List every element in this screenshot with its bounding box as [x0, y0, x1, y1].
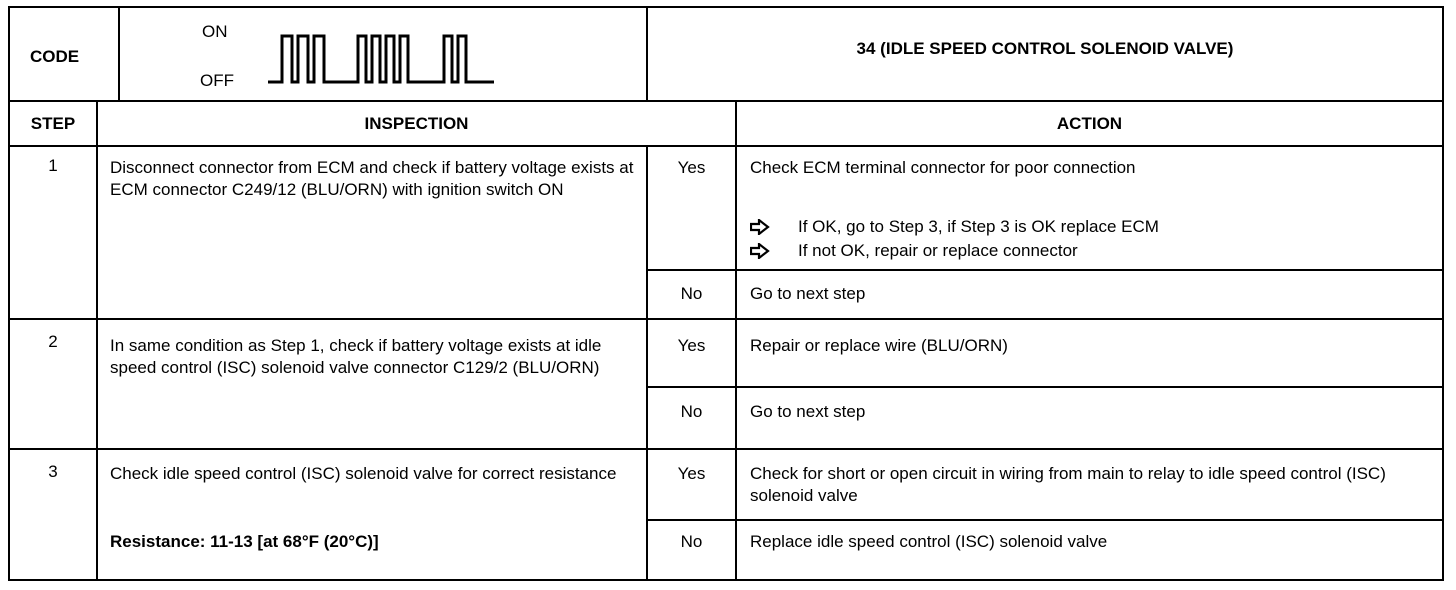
column-header-divider: [8, 145, 1444, 147]
no-label: No: [680, 284, 703, 303]
table-border-left: [8, 6, 10, 581]
code-waveform-icon: [268, 30, 494, 86]
yes-label: Yes: [677, 336, 706, 355]
row1-divider: [8, 318, 1444, 320]
step-header: STEP: [30, 114, 76, 133]
step-number: 1: [48, 156, 58, 175]
yes-action: Check ECM terminal connector for poor connection: [750, 158, 1136, 177]
off-label: OFF: [200, 71, 234, 90]
arrow-bullet-icon: [750, 243, 770, 259]
code-label: CODE: [30, 47, 80, 66]
action-column-divider: [735, 100, 737, 581]
no-action: Go to next step: [750, 402, 866, 421]
on-label: ON: [202, 22, 228, 41]
table-border-bottom: [8, 579, 1444, 581]
step-number: 2: [48, 332, 58, 351]
bullet-text: If not OK, repair or replace connector: [798, 241, 1078, 260]
row2-divider: [8, 448, 1444, 450]
step-number: 3: [48, 462, 58, 481]
inspection-header: INSPECTION: [364, 114, 469, 133]
inspection-text: In same condition as Step 1, check if battery voltage exists at idle speed control (ISC) solenoid valve connector C129/2 (BLU/ORN): [110, 336, 602, 377]
action-header: ACTION: [1056, 114, 1123, 133]
code-title: 34 (IDLE SPEED CONTROL SOLENOID VALVE): [856, 39, 1234, 58]
inspection-column-divider: [646, 146, 648, 581]
yes-label: Yes: [677, 158, 706, 177]
bullet-text: If OK, go to Step 3, if Step 3 is OK replace ECM: [798, 217, 1159, 236]
arrow-bullet-icon: [750, 219, 770, 235]
row1-yesno-divider: [646, 269, 1444, 271]
resistance-spec: Resistance: 11-13 [at 68°F (20°C)]: [110, 532, 379, 551]
yes-label: Yes: [677, 464, 706, 483]
row3-yesno-divider: [646, 519, 1444, 521]
no-action: Replace idle speed control (ISC) solenoid valve: [750, 532, 1108, 551]
step-column-divider: [96, 100, 98, 581]
inspection-text: Disconnect connector from ECM and check if battery voltage exists at ECM connector C249/12 (BLU/ORN) with ignition switch ON: [110, 158, 634, 199]
row2-yesno-divider: [646, 386, 1444, 388]
header-divider: [8, 100, 1444, 102]
table-border-right: [1442, 6, 1444, 581]
yes-action: Repair or replace wire (BLU/ORN): [750, 336, 1008, 355]
no-action: Go to next step: [750, 284, 866, 303]
yes-action: Check for short or open circuit in wiring from main to relay to idle speed control (ISC) solenoid valve: [750, 464, 1386, 505]
no-label: No: [680, 532, 703, 551]
table-border-top: [8, 6, 1444, 8]
inspection-text: Check idle speed control (ISC) solenoid valve for correct resistance: [110, 464, 617, 483]
no-label: No: [680, 402, 703, 421]
code-label-divider: [118, 6, 120, 101]
